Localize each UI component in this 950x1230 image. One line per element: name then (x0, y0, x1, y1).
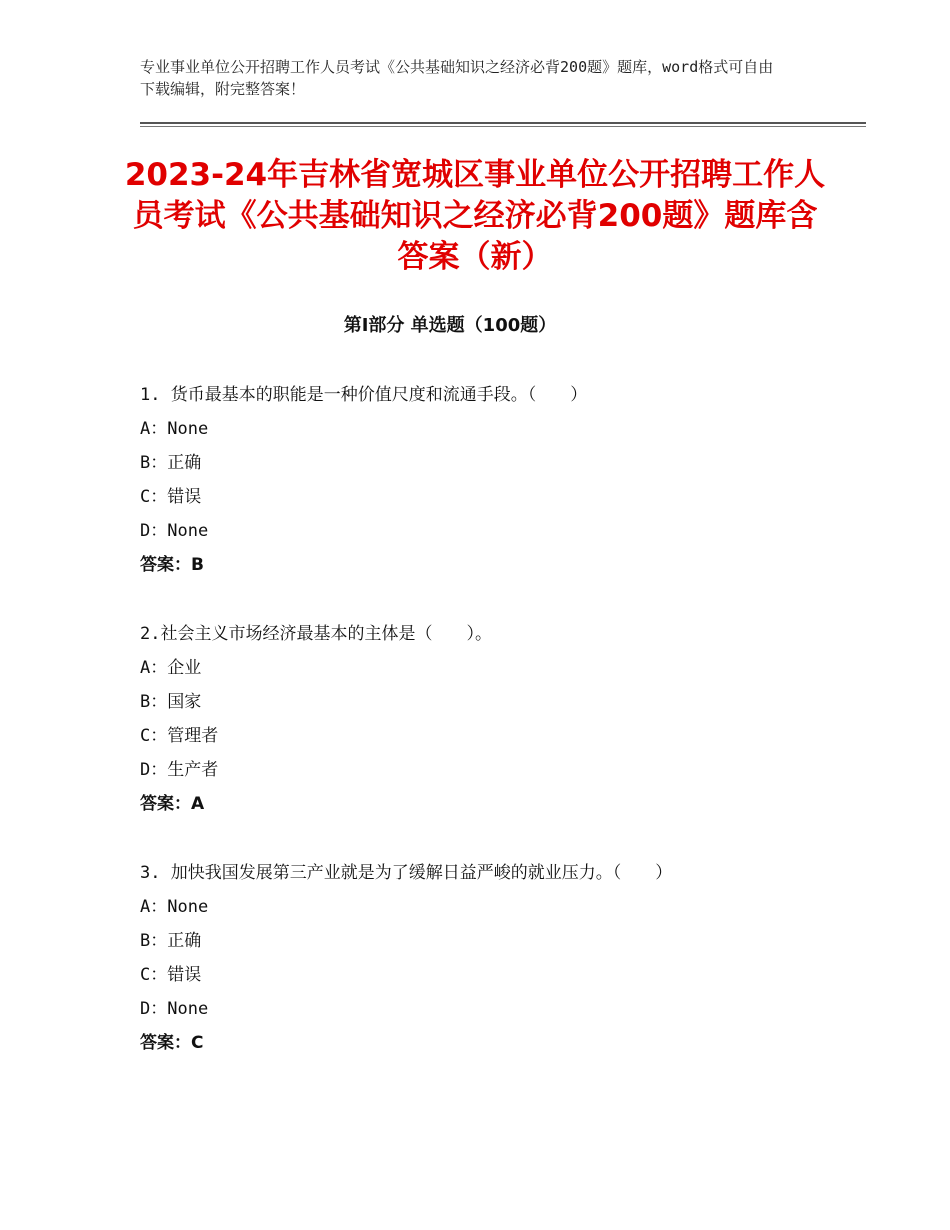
option-a: A：None (140, 419, 209, 439)
option-d: D：None (140, 999, 209, 1019)
answer: 答案：A (140, 794, 205, 814)
header-divider (140, 122, 866, 124)
question-1 (140, 378, 740, 582)
option-d: D：None (140, 521, 209, 541)
question-stem: 2.社会主义市场经济最基本的主体是（ ）。 (140, 624, 492, 644)
option-c: C：错误 (140, 965, 202, 985)
header-note: 专业事业单位公开招聘工作人员考试《公共基础知识之经济必背200题》题库，word格式可自由下载编辑，附完整答案！ (140, 58, 774, 98)
question-2 (140, 617, 740, 821)
option-b: B：正确 (140, 453, 202, 473)
answer: 答案：C (140, 1033, 204, 1053)
question-3 (140, 856, 740, 1060)
option-b: B：正确 (140, 931, 202, 951)
option-b: B：国家 (140, 692, 202, 712)
question-stem: 3. 加快我国发展第三产业就是为了缓解日益严峻的就业压力。（ ） (140, 863, 673, 883)
option-a: A：None (140, 897, 209, 917)
option-c: C：错误 (140, 487, 202, 507)
header-divider-thin (140, 126, 866, 127)
question-stem: 1. 货币最基本的职能是一种价值尺度和流通手段。（ ） (140, 385, 588, 405)
document-title: 2023-24年吉林省宽城区事业单位公开招聘工作人员考试《公共基础知识之经济必背200题》题库含答案（新） (124, 157, 826, 275)
option-a: A：企业 (140, 658, 202, 678)
option-d: D：生产者 (140, 760, 219, 780)
part-title: 第Ⅰ部分 单选题（100题） (343, 315, 557, 336)
answer: 答案：B (140, 555, 204, 575)
option-c: C：管理者 (140, 726, 219, 746)
